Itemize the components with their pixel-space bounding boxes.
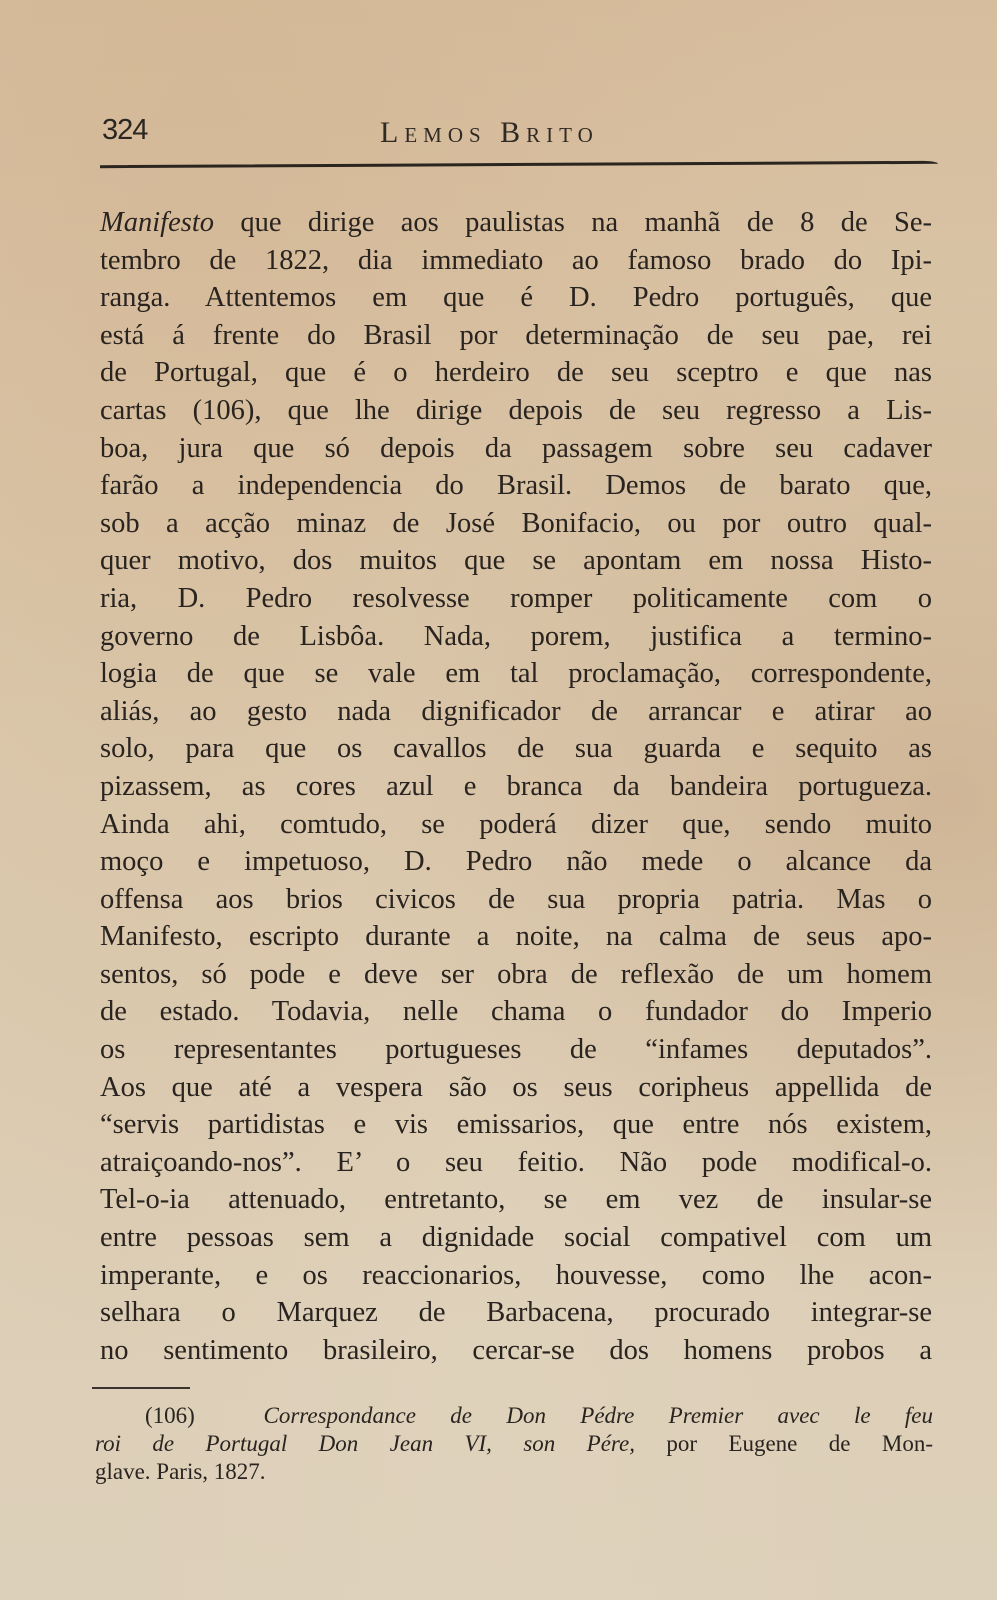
text-line: Manifesto que dirige aos paulistas na manhã de 8 de Se- — [100, 207, 932, 238]
text-line: “servis partidistas e vis emissarios, que entre nós existem, — [100, 1109, 932, 1141]
text-line: selhara o Marquez de Barbacena, procurado integrar-se — [100, 1297, 932, 1329]
page-header — [100, 108, 940, 158]
text-line: no sentimento brasileiro, cercar-se dos homens probos a — [100, 1334, 932, 1366]
footnote-marker: (106) — [145, 1403, 195, 1428]
text-line: solo, para que os cavallos de sua guarda e sequito as — [100, 733, 932, 765]
footnote-rule — [92, 1387, 190, 1389]
footnote-line — [95, 1402, 933, 1430]
text-line: sentos, só pode e deve ser obra de reflexão de um homem — [100, 958, 932, 990]
text-line: ria, D. Pedro resolvesse romper politicamente com o — [100, 582, 932, 614]
text-line: de Portugal, que é o herdeiro de seu sceptro e que nas — [100, 357, 932, 389]
text-line: sob a acção minaz de José Bonifacio, ou por outro qual- — [100, 507, 932, 539]
text-line: de estado. Todavia, nelle chama o fundador do Imperio — [100, 996, 932, 1028]
text-line: offensa aos brios civicos de sua propria patria. Mas o — [100, 883, 932, 915]
header-rule — [100, 161, 938, 168]
text-line: cartas (106), que lhe dirige depois de seu regresso a Lis- — [100, 394, 932, 426]
text-line: Aos que até a vespera são os seus coripheus appellida de — [100, 1071, 932, 1103]
footnote-line: glave. Paris, 1827. — [95, 1459, 266, 1484]
text-line: imperante, e os reaccionarios, houvesse, como lhe acon- — [100, 1259, 932, 1291]
italic-title: Manifesto — [100, 207, 214, 238]
text-line: pizassem, as cores azul e branca da bandeira portugueza. — [100, 770, 932, 802]
text-line: governo de Lisbôa. Nada, porem, justifica a termino- — [100, 620, 932, 652]
footnote-citation-title-cont: roi de Portugal Don Jean VI, son Pére, — [95, 1431, 635, 1456]
text-line: entre pessoas sem a dignidade social compativel com um — [100, 1222, 932, 1254]
text-line: moço e impetuoso, D. Pedro não mede o alcance da — [100, 846, 932, 878]
text-line: quer motivo, dos muitos que se apontam em nossa Histo- — [100, 545, 932, 577]
text-line: ranga. Attentemos em que é D. Pedro português, que — [100, 282, 932, 314]
text-line: Ainda ahi, comtudo, se poderá dizer que, sendo muito — [100, 808, 932, 840]
text-line: aliás, ao gesto nada dignificador de arrancar e atirar ao — [100, 695, 932, 727]
text-line: está á frente do Brasil por determinação de seu pae, rei — [100, 319, 932, 351]
text-line: Manifesto, escripto durante a noite, na calma de seus apo- — [100, 921, 932, 953]
text-line: logia de que se vale em tal proclamação, correspondente, — [100, 658, 932, 690]
footnote-line — [95, 1430, 933, 1458]
footnote-citation-title: Correspondance de Don Pédre Premier avec le feu — [263, 1403, 934, 1428]
text-line: os representantes portugueses de “infames deputados”. — [100, 1034, 932, 1066]
footnote-106 — [95, 1402, 933, 1486]
page-number: 324 — [102, 114, 148, 146]
text-line: farão a independencia do Brasil. Demos de barato que, — [100, 470, 932, 502]
text-line: atraiçoando-nos”. E’ o seu feitio. Não pode modifical-o. — [100, 1146, 932, 1178]
text-line: tembro de 1822, dia immediato ao famoso brado do Ipi- — [100, 244, 932, 276]
text-line: Tel-o-ia attenuado, entretanto, se em vez de insular-se — [100, 1184, 932, 1216]
body-paragraph — [100, 204, 932, 1369]
footnote-author: por Eugene de Mon- — [634, 1431, 933, 1456]
text-line: boa, jura que só depois da passagem sobre seu cadaver — [100, 432, 932, 464]
running-head: Lemos Brito — [380, 116, 599, 149]
